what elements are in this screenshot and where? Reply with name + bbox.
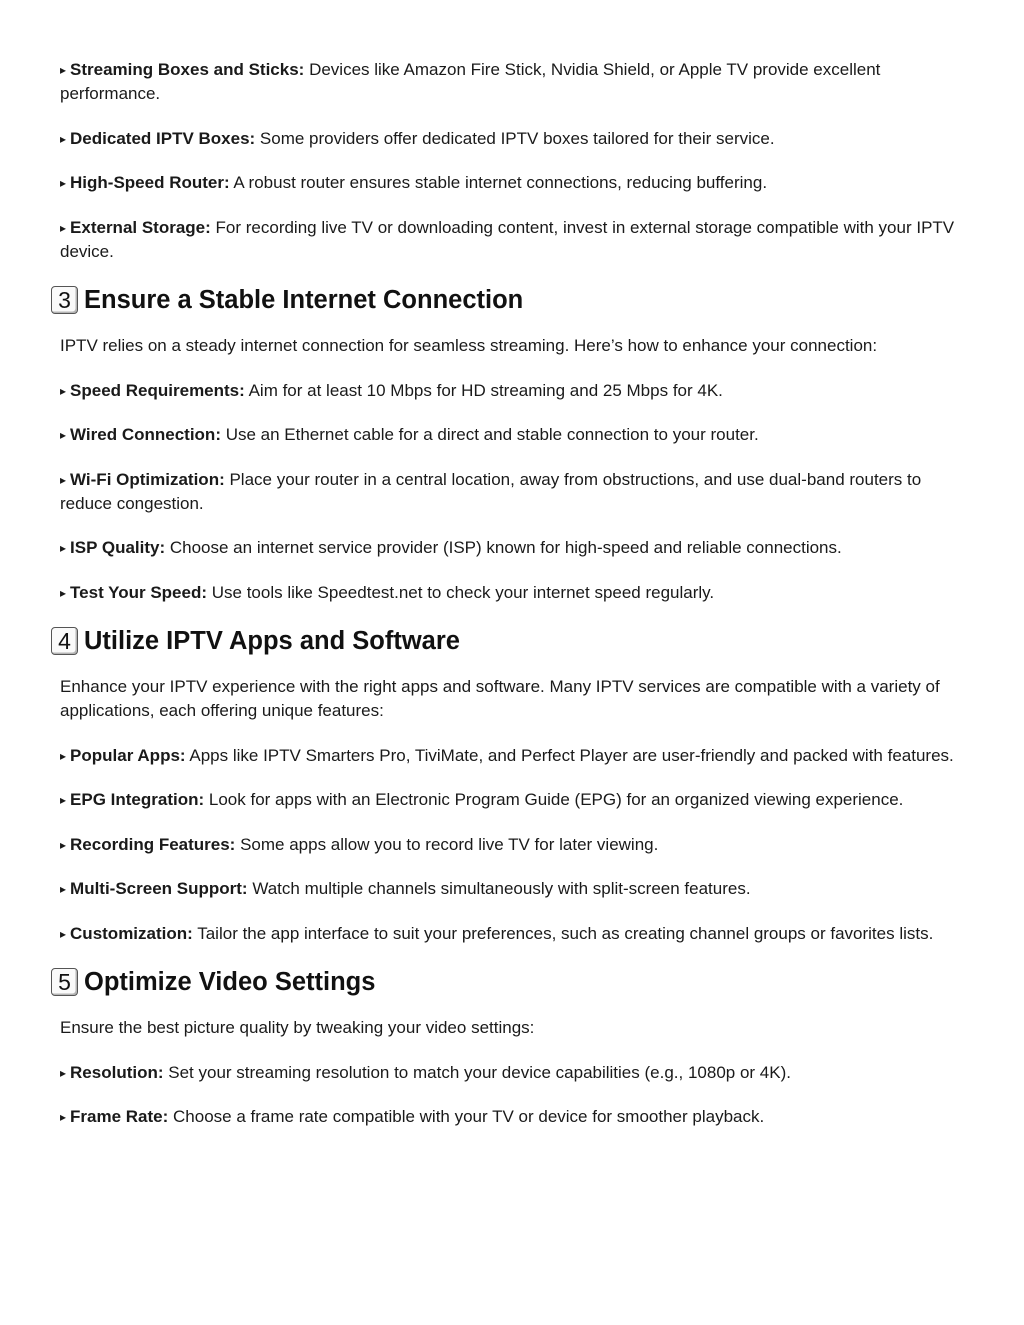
list-item: [60, 536, 965, 560]
bullet-text: Apps like IPTV Smarters Pro, TiviMate, and Perfect Player are user-friendly and packed with features.: [185, 745, 954, 765]
keycap-number-icon: 3: [51, 286, 78, 314]
bullet-text: Some providers offer dedicated IPTV boxes tailored for their service.: [255, 128, 775, 148]
bullet-text: Watch multiple channels simultaneously with split-screen features.: [247, 879, 751, 898]
bullet-term: ISP Quality:: [70, 538, 166, 557]
bullet-term: Resolution:: [70, 1062, 164, 1082]
bullet-text: Set your streaming resolution to match your device capabilities (e.g., 1080p or 4K).: [163, 1062, 791, 1082]
list-item: [60, 127, 965, 151]
triangle-bullet-icon: ▸: [60, 1065, 67, 1080]
list-item: [60, 833, 965, 857]
triangle-bullet-icon: ▸: [60, 748, 67, 763]
bullet-term: Recording Features:: [70, 834, 236, 854]
bullet-text: Devices like Amazon Fire Stick, Nvidia Shield, or Apple TV provide excellent performance.: [60, 60, 881, 103]
triangle-bullet-icon: ▸: [60, 131, 67, 146]
bullet-text: Tailor the app interface to suit your preferences, such as creating channel groups or favorites lists.: [192, 923, 934, 943]
bullet-text: Aim for at least 10 Mbps for HD streaming and 25 Mbps for 4K.: [244, 380, 723, 400]
bullet-term: Speed Requirements:: [70, 380, 245, 400]
list-item: [60, 423, 965, 447]
triangle-bullet-icon: ▸: [60, 882, 67, 896]
keycap-number-icon: 4: [51, 627, 78, 655]
section-intro: Ensure the best picture quality by tweaking your video settings:: [60, 1018, 535, 1037]
section-title: Ensure a Stable Internet Connection: [84, 286, 524, 314]
list-item: [60, 379, 965, 403]
bullet-text: Use tools like Speedtest.net to check your internet speed regularly.: [207, 582, 715, 602]
triangle-bullet-icon: ▸: [60, 837, 67, 852]
list-item: [60, 788, 965, 812]
bullet-text: Use an Ethernet cable for a direct and stable connection to your router.: [220, 425, 759, 444]
document-page: [60, 58, 965, 1150]
triangle-bullet-icon: ▸: [60, 585, 67, 600]
bullet-term: High-Speed Router:: [70, 173, 230, 192]
list-item: [60, 216, 965, 264]
triangle-bullet-icon: ▸: [60, 428, 67, 442]
triangle-bullet-icon: ▸: [60, 926, 67, 941]
triangle-bullet-icon: ▸: [60, 176, 67, 190]
list-item: [60, 581, 965, 605]
bullet-term: Wired Connection:: [70, 425, 221, 444]
triangle-bullet-icon: ▸: [60, 63, 67, 77]
section-heading: [60, 966, 965, 998]
section-5: [60, 966, 965, 1129]
section-title: Utilize IPTV Apps and Software: [84, 627, 460, 655]
bullet-text: Place your router in a central location, away from obstructions, and use dual-band routers to reduce congestion.: [60, 469, 922, 513]
section-heading: [60, 284, 965, 316]
top-bullet-list: [60, 58, 965, 264]
section-heading: [60, 625, 965, 657]
list-item: [60, 1105, 965, 1129]
bullet-term: Popular Apps:: [70, 745, 186, 765]
list-item: [60, 922, 965, 946]
bullet-text: Look for apps with an Electronic Program Guide (EPG) for an organized viewing experience.: [204, 790, 904, 809]
triangle-bullet-icon: ▸: [60, 472, 67, 487]
bullet-term: Test Your Speed:: [70, 582, 208, 602]
section-intro: IPTV relies on a steady internet connection for seamless streaming. Here’s how to enhance your connection:: [60, 336, 878, 355]
bullet-text: Some apps allow you to record live TV for later viewing.: [235, 834, 659, 854]
bullet-text: A robust router ensures stable internet connections, reducing buffering.: [229, 173, 768, 192]
triangle-bullet-icon: ▸: [60, 220, 67, 235]
list-item: [60, 877, 965, 901]
bullet-term: EPG Integration:: [70, 790, 205, 809]
triangle-bullet-icon: ▸: [60, 541, 67, 555]
section-4: [60, 625, 965, 946]
bullet-term: Multi-Screen Support:: [70, 879, 248, 898]
bullet-term: Dedicated IPTV Boxes:: [70, 128, 256, 148]
triangle-bullet-icon: ▸: [60, 1110, 67, 1124]
bullet-text: Choose an internet service provider (ISP) known for high-speed and reliable connections.: [165, 538, 842, 557]
section-title: Optimize Video Settings: [84, 968, 376, 996]
section-intro: Enhance your IPTV experience with the right apps and software. Many IPTV services are compatible with a variety of applications, each offering unique features:: [60, 677, 940, 720]
bullet-term: External Storage:: [70, 217, 211, 237]
bullet-term: Customization:: [70, 923, 193, 943]
keycap-number-icon: 5: [51, 968, 78, 996]
bullet-term: Frame Rate:: [70, 1107, 169, 1126]
triangle-bullet-icon: ▸: [60, 383, 67, 398]
section-3: [60, 284, 965, 605]
list-item: [60, 744, 965, 768]
bullet-text: For recording live TV or downloading content, invest in external storage compatible with your IPTV device.: [60, 217, 955, 261]
triangle-bullet-icon: ▸: [60, 793, 67, 807]
list-item: [60, 171, 965, 195]
list-item: [60, 468, 965, 516]
bullet-text: Choose a frame rate compatible with your TV or device for smoother playback.: [168, 1107, 765, 1126]
bullet-term: Streaming Boxes and Sticks:: [70, 60, 305, 79]
list-item: [60, 1061, 965, 1085]
list-item: [60, 58, 965, 106]
bullet-term: Wi-Fi Optimization:: [70, 469, 225, 489]
